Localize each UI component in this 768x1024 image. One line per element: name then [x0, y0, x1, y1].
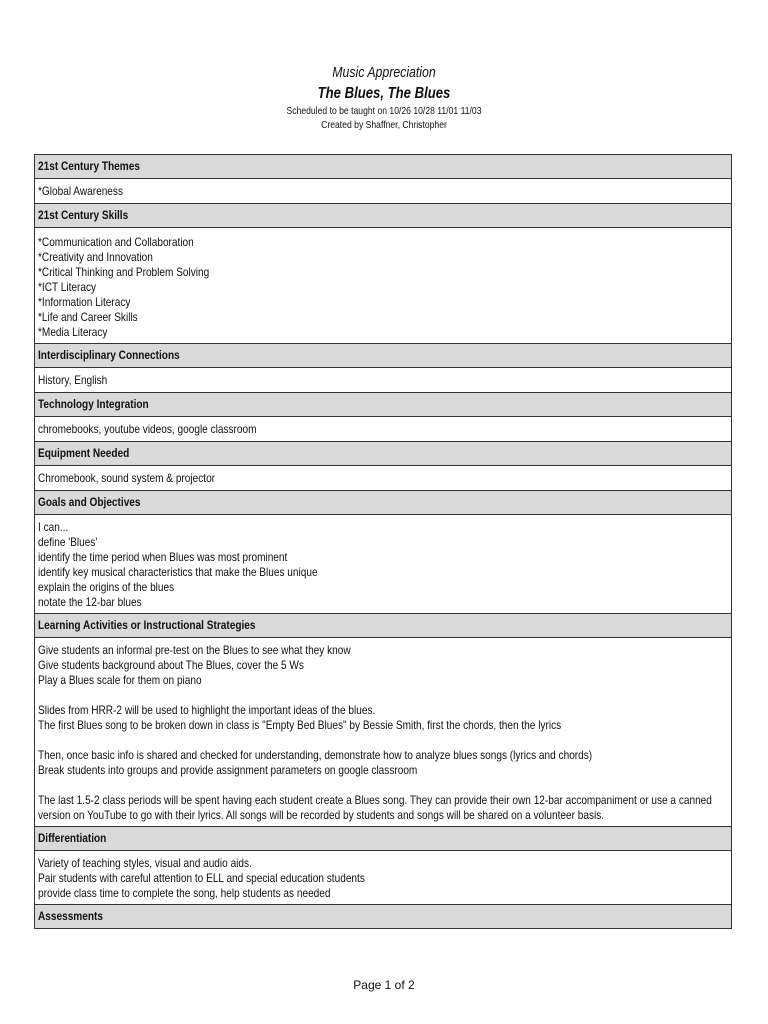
section-body-themes	[35, 179, 731, 204]
paragraph	[38, 748, 728, 778]
lesson-plan-table	[34, 154, 732, 929]
section-body-equipment	[35, 466, 731, 491]
list-item: identify key musical characteristics that make the Blues unique	[38, 565, 318, 579]
section-body-activities	[35, 638, 731, 827]
section-heading-technology: Technology Integration	[35, 393, 731, 417]
text-line: Break students into groups and provide assignment parameters on google classroom	[38, 763, 418, 777]
list-item: *Life and Career Skills	[38, 310, 138, 324]
text-line: Then, once basic info is shared and checked for understanding, demonstrate how to analyze blues songs (lyrics and chords)	[38, 748, 593, 762]
list-item: *Media Literacy	[38, 325, 108, 339]
text-line: Slides from HRR-2 will be used to highlight the important ideas of the blues.	[38, 703, 376, 717]
list-item: chromebooks, youtube videos, google classroom	[38, 422, 257, 436]
section-body-differentiation	[35, 851, 731, 905]
list-item: Variety of teaching styles, visual and audio aids.	[38, 856, 252, 870]
text-line: Play a Blues scale for them on piano	[38, 673, 202, 687]
author-text: Created by Shaffner, Christopher	[321, 119, 447, 131]
section-heading-differentiation: Differentiation	[35, 827, 731, 851]
list-item: notate the 12-bar blues	[38, 595, 142, 609]
list-item: History, English	[38, 373, 108, 387]
section-body-technology	[35, 417, 731, 442]
list-item: *ICT Literacy	[38, 280, 97, 294]
section-body-goals	[35, 515, 731, 614]
schedule-text: Scheduled to be taught on 10/26 10/28 11/01 11/03	[286, 105, 482, 117]
page-number: Page 1 of 2	[353, 978, 415, 992]
section-heading-themes: 21st Century Themes	[35, 155, 731, 179]
text-line: Give students an informal pre-test on the Blues to see what they know	[38, 643, 351, 657]
lesson-title: The Blues, The Blues	[317, 85, 451, 102]
paragraph	[38, 643, 728, 688]
document-header	[0, 62, 768, 132]
text-line: Give students background about The Blues, cover the 5 Ws	[38, 658, 304, 672]
section-body-interdisciplinary	[35, 368, 731, 393]
section-heading-assessments: Assessments	[35, 905, 731, 928]
section-heading-goals: Goals and Objectives	[35, 491, 731, 515]
paragraph	[38, 703, 728, 733]
list-item: define 'Blues'	[38, 535, 98, 549]
list-item: *Communication and Collaboration	[38, 235, 194, 249]
text-line: The last 1.5-2 class periods will be spent having each student create a Blues song. They can provide their own 12-bar accompaniment or use a canned version on YouTube to go with their lyrics. All songs will be recorded by students and songs will be shared on a volunteer basis.	[38, 793, 712, 822]
list-item: *Global Awareness	[38, 184, 123, 198]
text-line: The first Blues song to be broken down in class is "Empty Bed Blues" by Bessie Smith, first the chords, then the lyrics	[38, 718, 562, 732]
list-item: I can...	[38, 520, 69, 534]
list-item: *Creativity and Innovation	[38, 250, 153, 264]
list-item: *Critical Thinking and Problem Solving	[38, 265, 210, 279]
section-heading-activities: Learning Activities or Instructional Strategies	[35, 614, 731, 638]
list-item: Chromebook, sound system & projector	[38, 471, 216, 485]
course-name: Music Appreciation	[332, 64, 436, 81]
section-heading-interdisciplinary: Interdisciplinary Connections	[35, 344, 731, 368]
section-heading-equipment: Equipment Needed	[35, 442, 731, 466]
list-item: Pair students with careful attention to ELL and special education students	[38, 871, 365, 885]
list-item: explain the origins of the blues	[38, 580, 175, 594]
list-item: *Information Literacy	[38, 295, 131, 309]
paragraph	[38, 793, 728, 823]
section-heading-skills: 21st Century Skills	[35, 204, 731, 228]
list-item: provide class time to complete the song, help students as needed	[38, 886, 331, 900]
list-item: identify the time period when Blues was most prominent	[38, 550, 288, 564]
section-body-skills	[35, 228, 731, 344]
